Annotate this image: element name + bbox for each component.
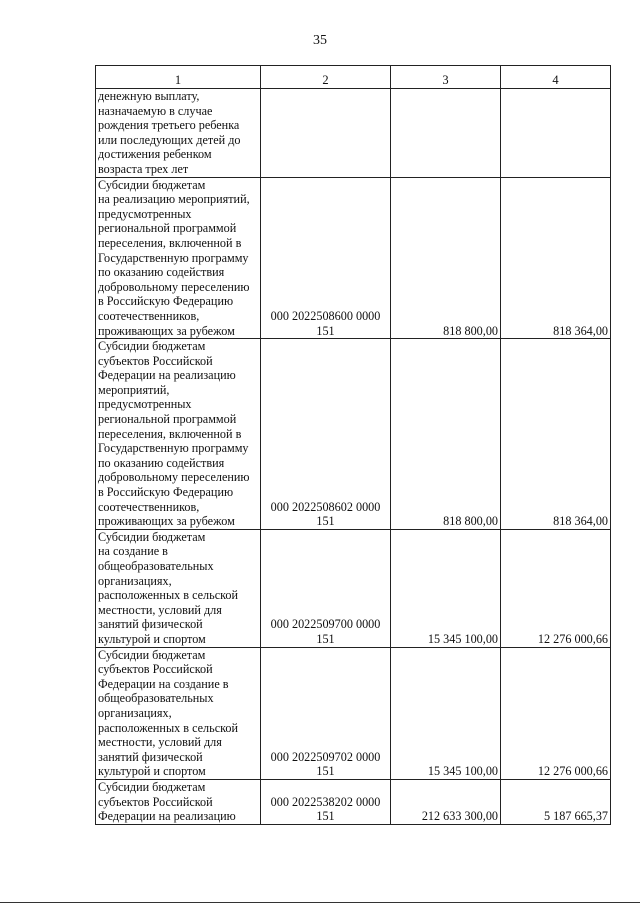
row-description: Субсидии бюджетам субъектов Российской Федерации на создание в общеобразовательных организациях, расположенных в сельской местности, условий для занятий физической культурой и спортом: [96, 647, 261, 779]
row-description: денежную выплату, назначаемую в случае рождения третьего ребенка или последующих детей до достижения ребенком возраста трех лет: [96, 89, 261, 178]
table-row: [96, 647, 611, 779]
row-actual-amount: 5 187 665,37: [501, 779, 611, 824]
row-actual-amount: 12 276 000,66: [501, 647, 611, 779]
table-row: [96, 529, 611, 647]
row-planned-amount: [391, 89, 501, 178]
row-description: Субсидии бюджетам на создание в общеобразовательных организациях, расположенных в сельской местности, условий для занятий физической культурой и спортом: [96, 529, 261, 647]
row-code: 000 2022508602 0000 151: [261, 339, 391, 530]
row-code: 000 2022508600 0000 151: [261, 177, 391, 339]
header-cell-3: 3: [391, 66, 501, 89]
row-actual-amount: 818 364,00: [501, 339, 611, 530]
page-number: 35: [313, 33, 327, 48]
header-cell-2: 2: [261, 66, 391, 89]
table-row: [96, 339, 611, 530]
row-code: [261, 89, 391, 178]
row-code: 000 2022538202 0000 151: [261, 779, 391, 824]
row-code: 000 2022509702 0000 151: [261, 647, 391, 779]
row-actual-amount: [501, 89, 611, 178]
row-planned-amount: 818 800,00: [391, 177, 501, 339]
scan-edge-line: [0, 902, 640, 903]
budget-table: [95, 65, 611, 825]
row-code: 000 2022509700 0000 151: [261, 529, 391, 647]
row-actual-amount: 12 276 000,66: [501, 529, 611, 647]
header-cell-1: 1: [96, 66, 261, 89]
table-row: [96, 89, 611, 178]
table-header-row: [96, 66, 611, 89]
row-planned-amount: 15 345 100,00: [391, 647, 501, 779]
row-description: Субсидии бюджетам на реализацию мероприятий, предусмотренных региональной программой переселения, включенной в Государственную программу по оказанию содействия добровольному переселению в Российскую Федерацию соотечественников, проживающих за рубежом: [96, 177, 261, 339]
row-description: Субсидии бюджетам субъектов Российской Федерации на реализацию мероприятий, предусмотренных региональной программой переселения, включенной в Государственную программу по оказанию содействия добровольному переселению в Российскую Федерацию соотечественников, проживающих за рубежом: [96, 339, 261, 530]
row-actual-amount: 818 364,00: [501, 177, 611, 339]
row-planned-amount: 818 800,00: [391, 339, 501, 530]
row-planned-amount: 212 633 300,00: [391, 779, 501, 824]
header-cell-4: 4: [501, 66, 611, 89]
table-row: [96, 177, 611, 339]
table-row: [96, 779, 611, 824]
row-planned-amount: 15 345 100,00: [391, 529, 501, 647]
row-description: Субсидии бюджетам субъектов Российской Федерации на реализацию: [96, 779, 261, 824]
